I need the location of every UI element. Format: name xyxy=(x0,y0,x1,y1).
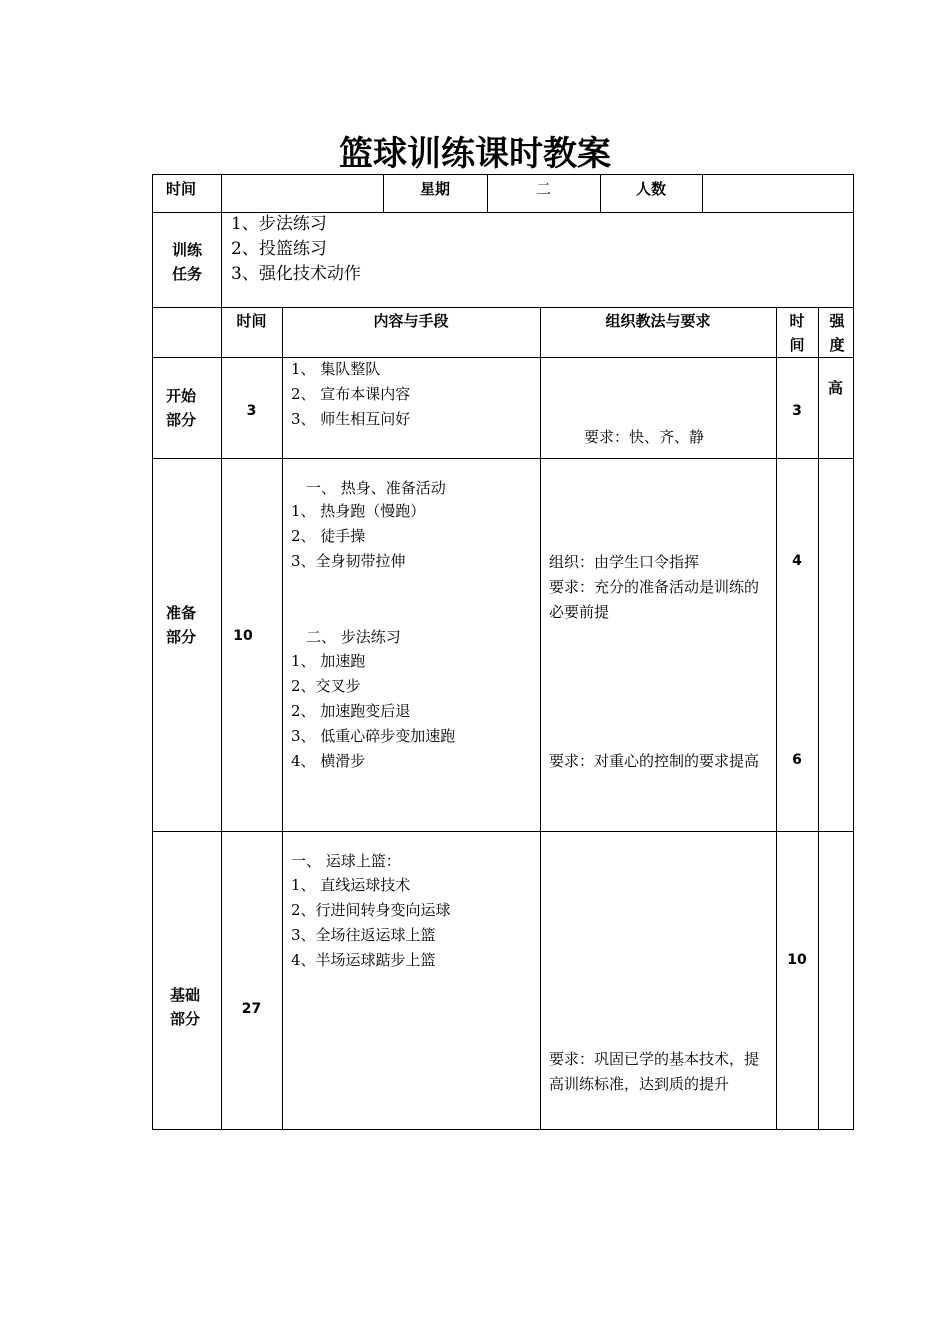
section-time: 10 xyxy=(233,628,253,644)
page-title: 篮球训练课时教案 xyxy=(339,134,611,174)
col-intensity: 强度 xyxy=(829,312,845,354)
content-line: 3、全场往返运球上篮 xyxy=(291,926,436,944)
organization-text: 要求：快、齐、静 xyxy=(584,428,705,446)
content-line: 1、 热身跑（慢跑） xyxy=(291,502,426,520)
section-time: 27 xyxy=(241,1001,262,1017)
intensity-value: 高 xyxy=(827,379,843,397)
organization-text: 要求：对重心的控制的要求提高 xyxy=(549,752,760,770)
organization-text: 组织：由学生口令指挥 xyxy=(549,553,700,571)
section-name: 基础部分 xyxy=(169,986,200,1028)
weekday-value: 二 xyxy=(535,180,551,198)
section-name: 开始部分 xyxy=(165,387,196,429)
task-item: 3、强化技术动作 xyxy=(231,264,361,284)
section-time: 3 xyxy=(246,403,257,419)
content-line: 2、交叉步 xyxy=(291,677,361,695)
content-line: 4、 横滑步 xyxy=(291,752,366,770)
time-label: 时间 xyxy=(166,180,197,198)
tasks-label: 训练任务 xyxy=(171,241,202,283)
people-label: 人数 xyxy=(635,180,666,198)
content-line: 1、 加速跑 xyxy=(291,652,366,670)
task-item: 2、投篮练习 xyxy=(231,239,327,259)
weekday-label: 星期 xyxy=(419,180,450,198)
content-line: 一、 运球上篮： xyxy=(291,852,401,870)
organization-text: 要求：巩固已学的基本技术，提高训练标准，达到质的提升 xyxy=(549,1050,760,1093)
content-line: 3、全身韧带拉伸 xyxy=(291,552,406,570)
content-line: 4、半场运球踮步上篮 xyxy=(291,951,436,969)
section-name: 准备部分 xyxy=(165,604,196,646)
col-content: 内容与手段 xyxy=(373,312,449,330)
organization-text: 要求：充分的准备活动是训练的必要前提 xyxy=(549,578,760,621)
content-line: 二、 步法练习 xyxy=(306,628,401,646)
duration-value: 3 xyxy=(792,403,802,419)
content-line: 2、 徒手操 xyxy=(291,527,366,545)
content-line: 2、 宣布本课内容 xyxy=(291,385,411,403)
col-time: 时间 xyxy=(236,312,267,330)
content-line: 2、 加速跑变后退 xyxy=(291,702,411,720)
duration-value: 4 xyxy=(792,553,802,569)
task-item: 1、步法练习 xyxy=(231,214,327,234)
content-line: 1、 集队整队 xyxy=(291,360,381,378)
duration-value: 10 xyxy=(787,952,807,968)
content-line: 2、行进间转身变向运球 xyxy=(291,901,451,919)
content-line: 一、 热身、准备活动 xyxy=(306,479,446,497)
content-line: 1、 直线运球技术 xyxy=(291,876,411,894)
col-duration: 时间 xyxy=(789,312,805,354)
content-line: 3、 师生相互问好 xyxy=(291,410,411,428)
col-organization: 组织教法与要求 xyxy=(605,312,711,330)
content-line: 3、 低重心碎步变加速跑 xyxy=(291,727,456,745)
duration-value: 6 xyxy=(792,752,802,768)
